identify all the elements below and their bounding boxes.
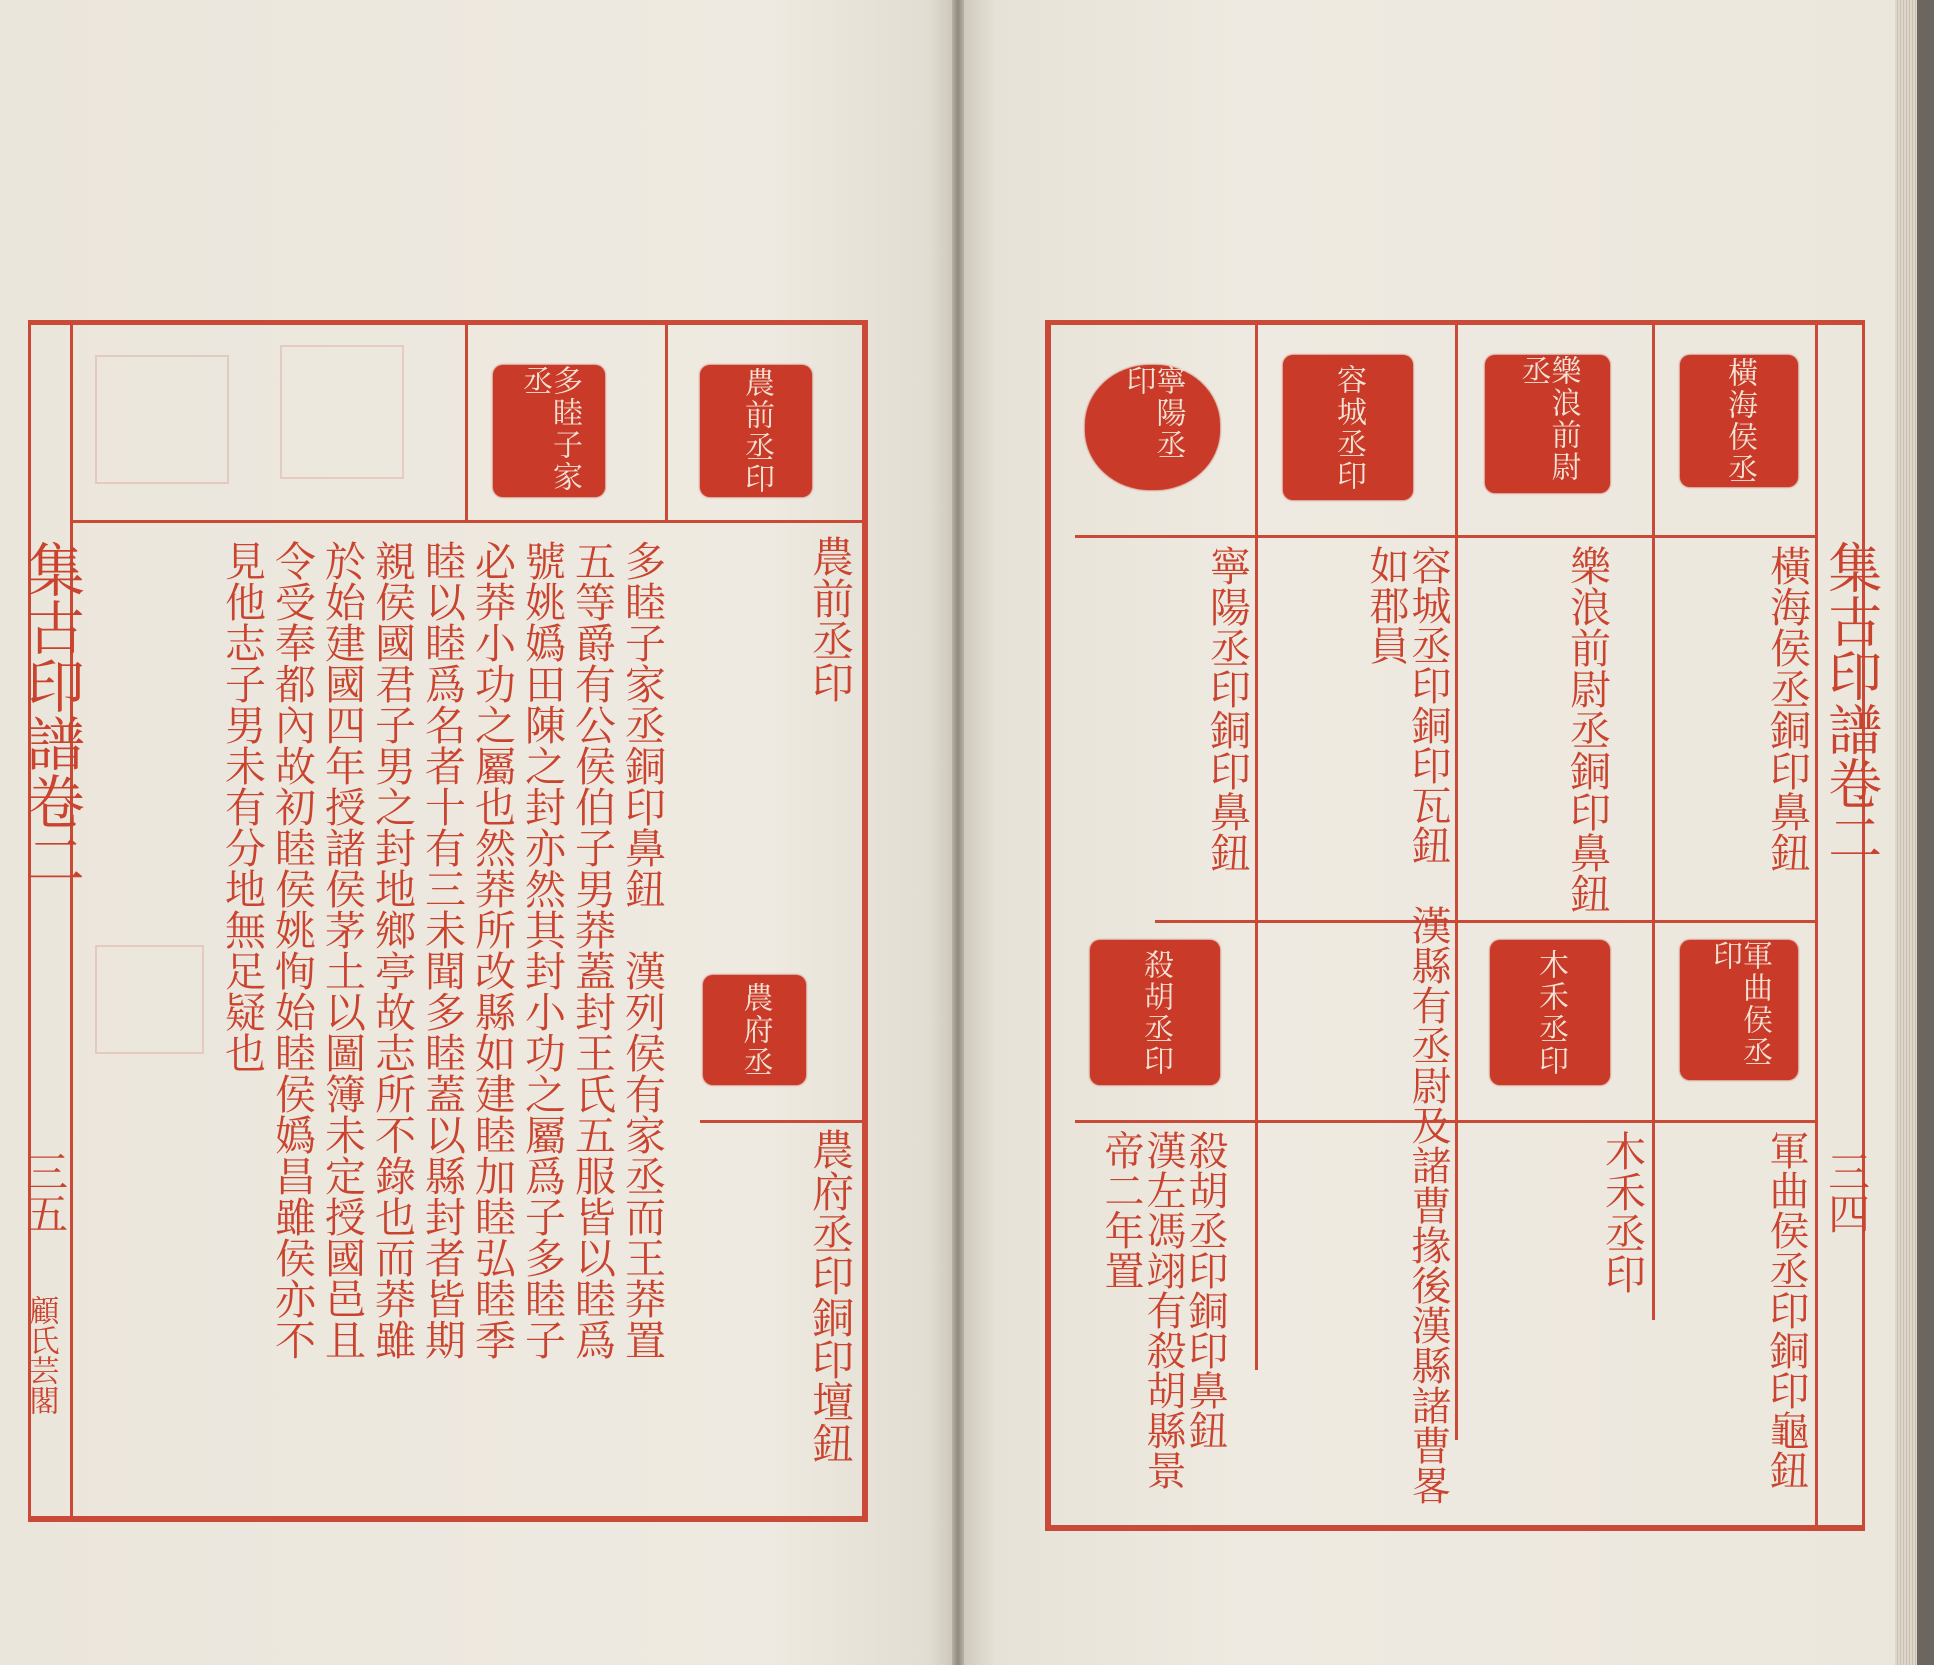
commentary-line: 令受奉都內故初睦侯姚恂始睦侯嬀昌雖侯亦不 — [268, 540, 317, 1360]
seal-impression: 農前丞印 — [700, 365, 812, 497]
seal-caption: 容城丞印銅印瓦鈕 漢縣有丞尉及諸曹掾後漢縣諸曹畧如郡員 — [1363, 545, 1451, 1505]
commentary-line: 必莽小功之屬也然莽所改縣如建睦加睦弘睦季 — [468, 540, 517, 1360]
page-edges — [1895, 0, 1917, 1665]
commentary-line: 親侯國君子男之封地鄉亭故志所不錄也而莽雖 — [368, 540, 417, 1360]
seal-caption: 農前丞印 — [806, 535, 856, 703]
seal-caption: 軍曲侯丞印銅印龜鈕 — [1763, 1130, 1809, 1490]
seal-impression: 容城丞印 — [1283, 355, 1413, 500]
commentary-line: 多睦子家丞銅印鼻鈕 漢列侯有家丞而王莽置 — [618, 540, 667, 1360]
seal-caption: 樂浪前尉丞銅印鼻鈕 — [1563, 545, 1612, 914]
bleed-through-seal — [95, 355, 229, 484]
seal-impression: 橫海侯丞 — [1680, 355, 1798, 487]
seal-impression: 寧陽丞印 — [1085, 365, 1220, 490]
margin-page-number: 三五 — [20, 1150, 70, 1234]
seal-impression: 殺胡丞印 — [1090, 940, 1220, 1085]
margin-publisher: 顧氏芸閣 — [23, 1295, 59, 1415]
seal-impression: 農府丞 — [703, 975, 806, 1085]
bleed-through-seal — [95, 945, 204, 1054]
margin-title: 集古印譜卷二 — [1819, 540, 1883, 864]
commentary-line: 見他志子男未有分地無足疑也 — [218, 540, 267, 1073]
seal-caption: 木禾丞印 — [1598, 1130, 1647, 1294]
margin-page-number: 三四 — [1822, 1150, 1872, 1234]
commentary-line: 五等爵有公侯伯子男莽蓋封王氏五服皆以睦爲 — [568, 540, 617, 1360]
seal-impression: 木禾丞印 — [1490, 940, 1610, 1085]
seal-caption: 殺胡丞印銅印鼻鈕 漢左馮翊有殺胡縣景帝二年置 — [1098, 1130, 1228, 1490]
book-gutter — [952, 0, 964, 1665]
seal-impression: 樂浪前尉丞 — [1485, 355, 1610, 493]
commentary-line: 號姚嬀田陳之封亦然其封小功之屬爲子多睦子 — [518, 540, 567, 1360]
seal-caption: 寧陽丞印銅印鼻鈕 — [1203, 545, 1252, 873]
commentary-line: 於始建國四年授諸侯茅土以圖簿未定授國邑且 — [318, 540, 367, 1360]
margin-title: 集古印譜卷二 — [16, 540, 85, 888]
commentary-line: 睦以睦爲名者十有三未聞多睦蓋以縣封者皆期 — [418, 540, 467, 1360]
seal-caption: 橫海侯丞銅印鼻鈕 — [1763, 545, 1812, 873]
bleed-through-seal — [280, 345, 404, 479]
seal-impression: 軍曲侯丞印 — [1680, 940, 1798, 1080]
seal-caption: 農府丞印銅印壇鈕 — [806, 1128, 856, 1464]
seal-impression: 多睦子家丞 — [493, 365, 605, 497]
